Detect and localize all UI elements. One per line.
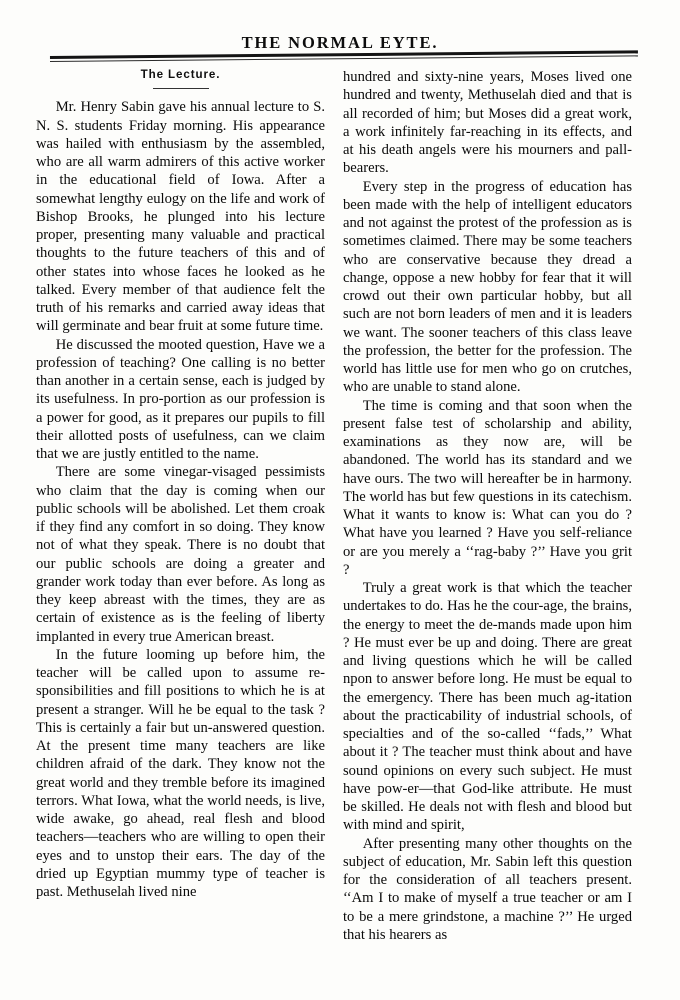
publication-title: THE NORMAL EYTE. xyxy=(241,33,439,52)
paragraph: The time is coming and that soon when the present false test of scholarship and ability, examinations as they now are, will be abandoned. The world has its standard and we have ours. The two will hereafter be in harmony. The world has but few questions in its catechism. What it wants to know is: What can you do ? What have you learned ? Have you self-reliance or are you merely a ‘‘rag-baby ?’’ Have you grit ? xyxy=(343,397,632,578)
paragraph: In the future looming up before him, the teacher will be called upon to assume re-sponsibilities and fill positions to which he is at present a stranger. Will he be equal to the task ? This is certainly a fair but un-answered question. At the present time many teachers are like children afraid of the dark. They know not the great world and they tremble before its imagined terrors. What Iowa, what the world needs, is live, wide awake, go ahead, real flesh and blood teachers—teachers who are willing to open their eyes and to unstop their ears. The day of the dried up Egyptian mummy type of teacher is past. Methuselah lived nine xyxy=(36,646,325,901)
paragraph: He discussed the mooted question, Have we a profession of teaching? One calling is no better than another in a certain sense, each is judged by its usefulness. In pro-portion as our profession is a power for good, as it prepares our pupils to fill their allotted posts of usefulness, can we claim that we are justly entitled to the name. xyxy=(36,336,325,463)
article-heading: The Lecture. xyxy=(140,68,221,81)
column-right xyxy=(343,68,632,983)
column-left xyxy=(36,68,325,983)
paragraph: Every step in the progress of education has been made with the help of intelligent educators and not against the protest of the profession as is sometimes claimed. There may be some teachers who are conservative because they dread a change, oppose a new hobby for fear that it will crowd out their own particular hobby, but all such are not born leaders of men and it is leaders we want. The sooner teachers of this class leave the profession, the better for the profession. The world has little use for men who go on crutches, who are unable to stand alone. xyxy=(343,178,632,396)
article-body xyxy=(36,68,646,983)
paragraph: After presenting many other thoughts on the subject of education, Mr. Sabin left this question for the consideration of all teachers present. ‘‘Am I to make of myself a true teacher or am I to be a mere grindstone, a machine ?’’ He urged that his hearers as xyxy=(343,835,632,943)
heading-divider xyxy=(153,88,209,89)
paragraph-continued: hundred and sixty-nine years, Moses lived one hundred and twenty, Methuselah died and that is all recorded of him; but Moses did a great work, a work infinitely far-reaching in its effects, and at his death angels were his mourners and pall-bearers. xyxy=(343,69,632,177)
paragraph: Mr. Henry Sabin gave his annual lecture to S. N. S. students Friday morning. His appearance was hailed with enthusiasm by the assembled, who are all warm admirers of this active worker in the educational field of Iowa. After a somewhat lengthy eulogy on the life and work of Bishop Brooks, he plunged into his lecture proper, presenting many valuable and practical thoughts to the future teachers of this and of other states into whose faces he looked as he talked. Every member of that audience felt the truth of his remarks and carried away ideas that will germinate and bear fruit at some future time. xyxy=(36,99,325,335)
paragraph: Truly a great work is that which the teacher undertakes to do. Has he the cour-age, the brains, the energy to meet the de-mands made upon him ? He must ever be up and doing. There are great and living questions which he will be called npon to answer before long. He must be equal to the emergency. There has been much ag-itation about the practicability of industrial schools, of specialties and of the so-called ‘‘fads,’’ What about it ? The teacher must think about and have sound opinions on every such subject. He must have pow-er—that God-like attribute. He must be skilled. He deals not with flesh and blood but with mind and spirit, xyxy=(343,580,632,834)
paragraph: There are some vinegar-visaged pessimists who claim that the day is coming when our public schools will be abolished. Let them croak if they find any comfort in so doing. They know not of what they speak. There is no doubt that our public schools are doing a greater and grander work today than ever before. As long as they keep abreast with the times, they are as certain of existence as is the feeling of liberty implanted in every true American breast. xyxy=(36,464,325,645)
